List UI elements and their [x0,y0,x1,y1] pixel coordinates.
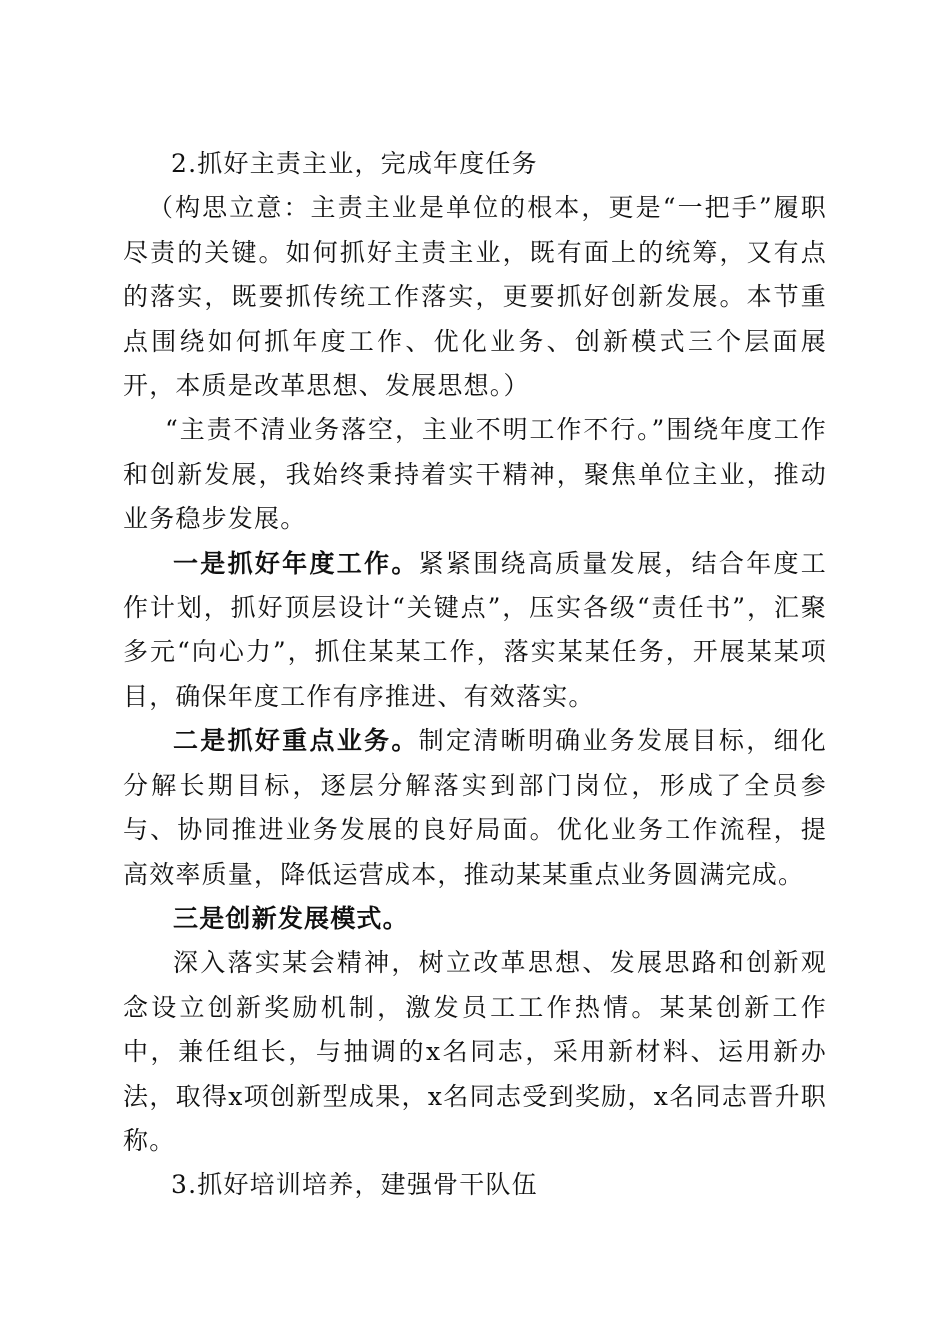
section-3-heading: 3.抓好培训培养，建强骨干队伍 [171,1170,538,1200]
point-2-lead: 二是抓好重点业务。 [173,726,419,756]
point-2-body: 制定清晰明确业务发展目标，细化分解长期目标，逐层分解落实到部门岗位，形成了全员参与、协同推进业务发展的良好局面。优化业务工作流程，提高效率质量，降低运营成本，推动某某重点业务圆满完成。 [123,726,827,889]
intent-note: （构思立意：主责主业是单位的根本，更是“一把手”履职尽责的关键。如何抓好主责主业，既有面上的统筹，又有点的落实，既要抓传统工作落实，更要抓好创新发展。本节重点围绕如何抓年度工作、优化业务、创新模式三个层面展开，本质是改革思想、发展思想。） [123,193,827,401]
point-2-paragraph [123,719,827,897]
section-2-heading: 2.抓好主责主业，完成年度任务 [171,149,538,178]
point-3-lead-paragraph [123,897,827,941]
document-body [123,142,827,1208]
point-1-body: 紧紧围绕高质量发展，结合年度工作计划，抓好顶层设计“关键点”，压实各级“责任书”，汇聚多元“向心力”，抓住某某工作，落实某某任务，开展某某项目，确保年度工作有序推进、有效落实。 [123,548,827,711]
point-1-lead: 一是抓好年度工作。 [173,548,419,578]
point-3-lead: 三是创新发展模式。 [173,903,409,933]
point-3-body: 深入落实某会精神，树立改革思想、发展思路和创新观念设立创新奖励机制，激发员工工作热情。某某创新工作中，兼任组长，与抽调的x名同志，采用新材料、运用新办法，取得x项创新型成果，x名同志受到奖励，x名同志晋升职称。 [123,948,827,1155]
intro-paragraph: “主责不清业务落空，主业不明工作不行。”围绕年度工作和创新发展，我始终秉持着实干精神，聚焦单位主业，推动业务稳步发展。 [123,415,827,534]
point-1-paragraph [123,542,827,720]
